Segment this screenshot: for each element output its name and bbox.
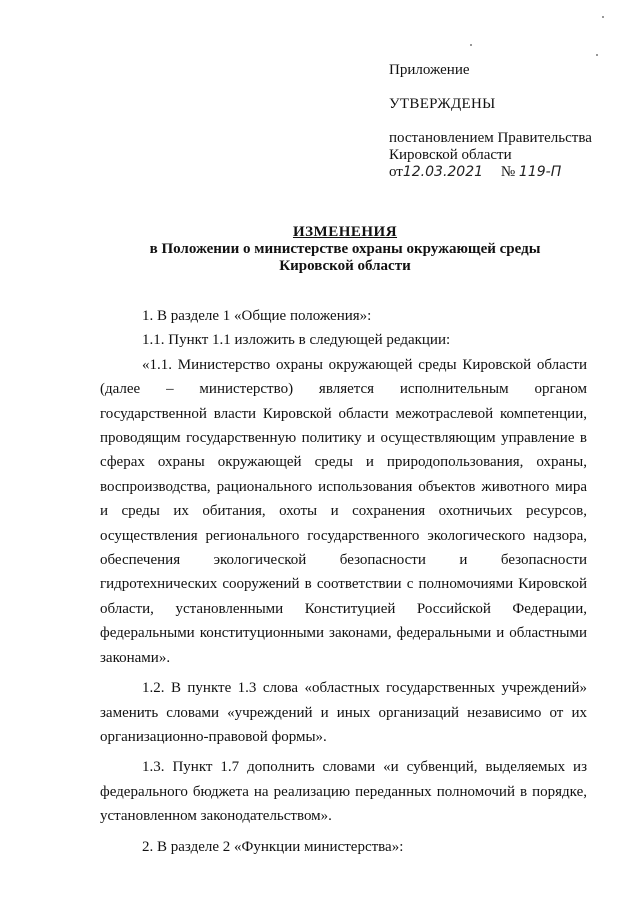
date-number-line xyxy=(389,164,629,181)
scan-speck xyxy=(596,54,598,56)
paragraph: «1.1. Министерство охраны окружающей среды Кировской области (далее – министерство) является исполнительным органом государственной власти Кировской области межотраслевой компетенции, проводящим государственную политику и осуществляющим управление в сферах охраны окружающей среды и природопользования, охраны, воспроизводства, рационального использования объектов животного мира и среды их обитания, охоты и сохранения охотничьих ресурсов, осуществления регионального государственного экологического надзора, обеспечения экологической безопасности и безопасности гидротехнических сооружений в соответствии с полномочиями Кировской области, установленными Конституцией Российской Федерации, федеральными конституционными законами, федеральными и областными законами». xyxy=(100,356,587,666)
resolution-line-2: Кировской области xyxy=(389,147,512,163)
approved-label: УТВЕРЖДЕНЫ xyxy=(389,96,496,112)
paragraph: 1.3. Пункт 1.7 дополнить словами «и субвенций, выделяемых из федерального бюджета на реализацию переданных полномочий в порядке, установленном законодательством». xyxy=(100,759,587,825)
document-title-block xyxy=(100,224,590,275)
paragraph: 2. В разделе 2 «Функции министерства»: xyxy=(142,838,404,855)
paragraph: 1.1. Пункт 1.1 изложить в следующей редакции: xyxy=(142,332,451,349)
date-prefix: от xyxy=(389,164,403,180)
paragraph: 1.2. В пункте 1.3 слова «областных государственных учреждений» заменить словами «учреждений и иных организаций независимо от их организационно-правовой формы». xyxy=(100,680,587,745)
scan-speck xyxy=(470,44,472,46)
document-subtitle-line-2: Кировской области xyxy=(279,258,411,274)
document-body xyxy=(100,304,587,859)
approval-block xyxy=(389,62,629,181)
document-title: ИЗМЕНЕНИЯ xyxy=(292,224,398,240)
paragraph: 1. В разделе 1 «Общие положения»: xyxy=(142,308,372,324)
number-value: 119-П xyxy=(518,164,562,180)
resolution-line-1: постановлением Правительства xyxy=(389,130,592,146)
date-value: 12.03.2021 xyxy=(402,164,484,180)
document-subtitle-line-1: в Положении о министерстве охраны окружающей среды xyxy=(149,241,541,257)
appendix-label: Приложение xyxy=(389,62,470,78)
number-label: № xyxy=(500,164,516,180)
scan-speck xyxy=(602,16,604,18)
